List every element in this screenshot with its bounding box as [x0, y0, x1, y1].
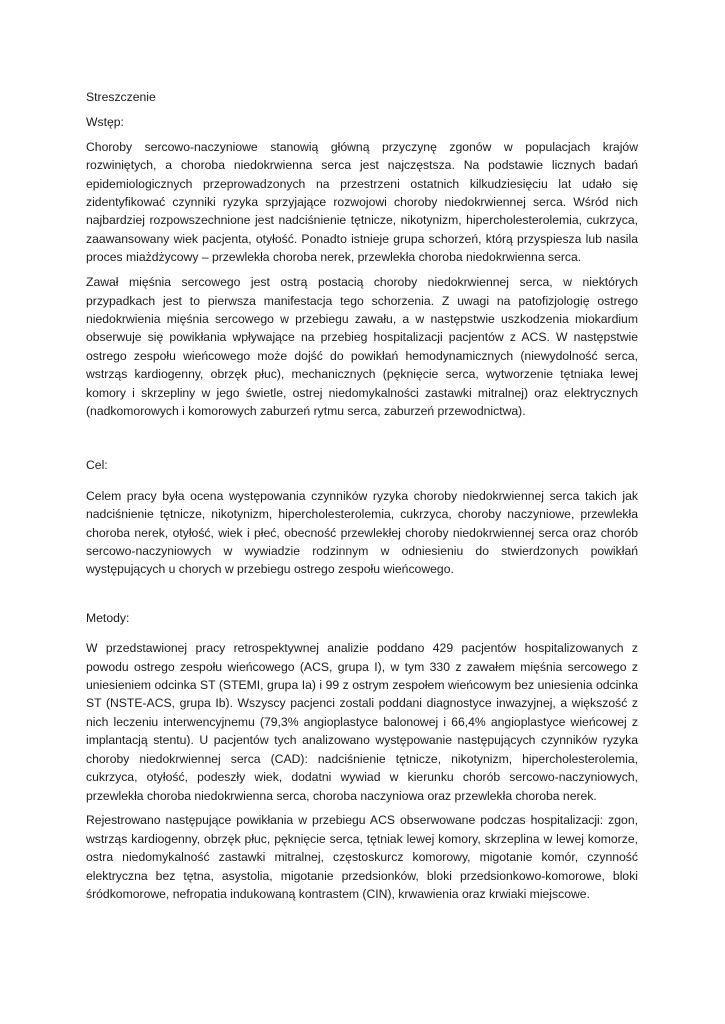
intro-paragraph-1: Choroby sercowo-naczyniowe stanowią główną przyczynę zgonów w populacjach krajów rozwiniętych, a choroba niedokrwienna serca jest najczęstsza. Na podstawie licznych badań epidemiologicznych przeprowadzonych na przestrzeni ostatnich kilkudziesięciu lat udało się zidentyfikować czynniki ryzyka sprzyjające rozwojowi choroby niedokrwiennej serca. Wśród nich najbardziej rozpowszechnione jest nadciśnienie tętnicze, nikotynizm, hipercholesterolemia, cukrzyca, zaawansowany wiek pacjenta, otyłość. Ponadto istnieje grupa schorzeń, którą przyspiesza lub nasila proces miażdżycowy – przewlekła choroba nerek, przewlekła choroba niedokrwienna serca.	[86, 139, 638, 265]
intro-paragraph-2: Zawał mięśnia sercowego jest ostrą postacią choroby niedokrwiennej serca, w niektórych przypadkach jest to pierwsza manifestacja tego schorzenia. Z uwagi na patofizjologię ostrego niedokrwienia mięśnia sercowego w przebiegu zawału, a w następstwie uszkodzenia miokardium obserwuje się powikłania wpływające na przebieg hospitalizacji pacjentów z ACS. W następstwie ostrego zespołu wieńcowego może dojść do powikłań hemodynamicznych (niewydolność serca, wstrząs kardiogenny, obrzęk płuc), mechanicznych (pęknięcie serca, wytworzenie tętniaka lewej komory i skrzepliny w jego świetle, ostrej niedomykalności zastawki mitralnej) oraz elektrycznych (nadkomorowych i komorowych zaburzeń rytmu serca, zaburzeń przewodnictwa).	[86, 275, 638, 418]
aim-paragraph: Celem pracy była ocena występowania czynników ryzyka choroby niedokrwiennej serca takich jak nadciśnienie tętnicze, nikotynizm, hipercholesterolemia, cukrzyca, choroby naczyniowe, przewlekła choroba nerek, otyłość, wiek i płeć, obecność przewlekłej choroby niedokrwiennej serca oraz chorób sercowo-naczyniowych w wywiadzie rodzinnym w odniesieniu do stwierdzonych powikłań występujących u chorych w przebiegu ostrego zespołu wieńcowego.	[86, 488, 638, 577]
methods-paragraph-1: W przedstawionej pracy retrospektywnej analizie poddano 429 pacjentów hospitalizowanych z powodu ostrego zespołu wieńcowego (ACS, grupa I), w tym 330 z zawałem mięśnia sercowego z uniesieniem odcinka ST (STEMI, grupa Ia) i 99 z ostrym zespołem wieńcowym bez uniesienia odcinka ST (NSTE-ACS, grupa Ib). Wszyscy pacjenci zostali poddani diagnostyce inwazyjnej, a większość z nich leczeniu interwencyjnemu (79,3% angioplastyce balonowej i 66,4% angioplastyce wieńcowej z implantacją stentu). U pacjentów tych analizowano występowanie następujących czynników ryzyka choroby niedokrwiennej serca (CAD): nadciśnienie tętnicze, nikotynizm, hipercholesterolemia, cukrzyca, otyłość, podeszły wiek, dodatni wywiad w kierunku chorób sercowo-naczyniowych, przewlekła choroba niedokrwienna serca, choroba naczyniowa oraz przewlekła choroba nerek.	[86, 641, 638, 803]
document-heading: Streszczenie	[86, 90, 156, 104]
methods-paragraph-2: Rejestrowano następujące powikłania w przebiegu ACS obserwowane podczas hospitalizacji: zgon, wstrząs kardiogenny, obrzęk płuc, pęknięcie serca, tętniak lewej komory, skrzeplina w lewej komorze, ostra niedomykalność zastawki mitralnej, częstoskurcz komorowy, migotanie komór, czynność elektryczna bez tętna, asystolia, migotanie przedsionków, bloki przedsionkowo-komorowe, bloki śródkomorowe, nefropatia indukowaną kontrastem (CIN), krwawienia oraz krwiaki miejscowe.	[86, 813, 638, 902]
intro-label: Wstęp:	[86, 114, 124, 129]
aim-label: Cel:	[86, 458, 108, 473]
methods-label: Metody:	[86, 610, 130, 625]
